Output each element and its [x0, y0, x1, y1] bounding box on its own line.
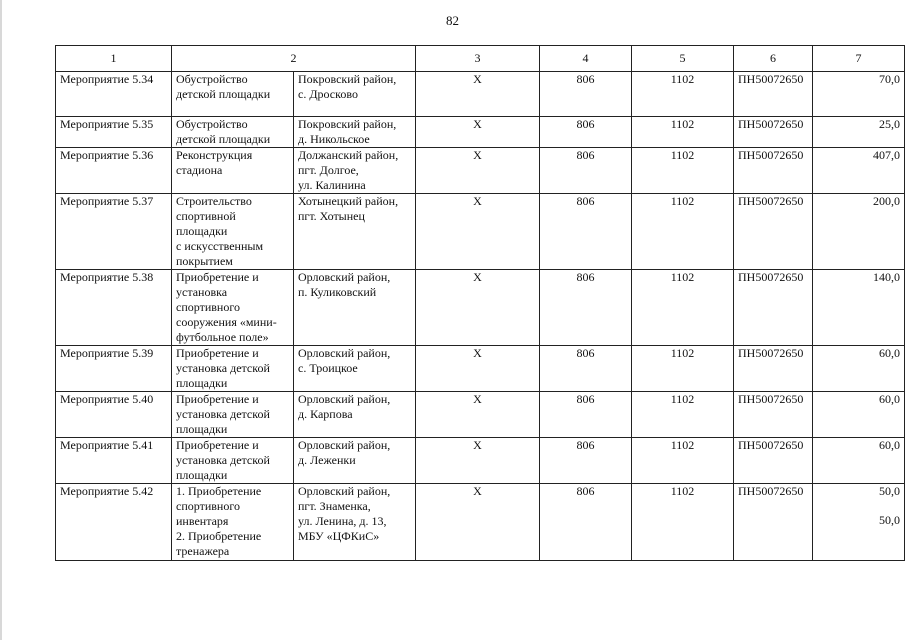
event-cell: Мероприятие 5.34 [56, 72, 172, 117]
amount-value: 50,0 [879, 484, 900, 498]
name-line: площадки [176, 376, 228, 390]
col4-cell: 806 [540, 270, 632, 346]
name-cell [172, 72, 294, 117]
location-cell [294, 484, 416, 561]
location-cell [294, 194, 416, 270]
col3-cell: Х [416, 484, 540, 561]
location-cell [294, 392, 416, 438]
location-line: Орловский район, [298, 346, 391, 360]
event-cell: Мероприятие 5.39 [56, 346, 172, 392]
name-line: детской площадки [176, 132, 271, 146]
col3-cell: Х [416, 392, 540, 438]
header-cell: 3 [416, 46, 540, 72]
table-row [56, 484, 905, 561]
location-line: ул. Ленина, д. 13, [298, 514, 387, 528]
name-line: установка [176, 285, 228, 299]
col4-cell: 806 [540, 117, 632, 148]
col5-cell: 1102 [632, 346, 734, 392]
location-line: с. Дросково [298, 87, 358, 101]
event-cell: Мероприятие 5.41 [56, 438, 172, 484]
page-number: 82 [446, 13, 459, 28]
name-line: покрытием [176, 254, 233, 268]
name-line: Реконструкция [176, 148, 253, 162]
name-cell [172, 346, 294, 392]
table-row [56, 117, 905, 148]
location-cell [294, 148, 416, 194]
location-line: д. Карпова [298, 407, 353, 421]
amount-cell [813, 194, 905, 270]
table-header-row [56, 46, 905, 72]
amount-value: 60,0 [879, 438, 900, 452]
location-line: пгт. Знаменка, [298, 499, 371, 513]
col5-cell: 1102 [632, 392, 734, 438]
name-line: сооружения «мини- [176, 315, 277, 329]
col5-cell: 1102 [632, 438, 734, 484]
col4-cell: 806 [540, 346, 632, 392]
amount-cell [813, 148, 905, 194]
amount-cell [813, 117, 905, 148]
table-row [56, 346, 905, 392]
location-line: Покровский район, [298, 72, 397, 86]
amount-value: 70,0 [879, 72, 900, 86]
table-row [56, 194, 905, 270]
event-cell: Мероприятие 5.37 [56, 194, 172, 270]
location-cell [294, 117, 416, 148]
location-cell [294, 270, 416, 346]
table-row [56, 438, 905, 484]
header-cell: 1 [56, 46, 172, 72]
location-line: Должанский район, [298, 148, 399, 162]
table-row [56, 148, 905, 194]
scan-edge [0, 0, 2, 640]
col3-cell: Х [416, 270, 540, 346]
name-cell [172, 148, 294, 194]
name-cell [172, 194, 294, 270]
name-line: Приобретение и [176, 346, 259, 360]
table-row [56, 270, 905, 346]
amount-cell [813, 270, 905, 346]
name-line: 1. Приобретение [176, 484, 262, 498]
name-line: инвентаря [176, 514, 229, 528]
col5-cell: 1102 [632, 484, 734, 561]
header-cell: 4 [540, 46, 632, 72]
code-cell: ПН50072650 [734, 392, 813, 438]
code-cell: ПН50072650 [734, 117, 813, 148]
location-line: Орловский район, [298, 392, 391, 406]
code-cell: ПН50072650 [734, 484, 813, 561]
code-cell: ПН50072650 [734, 438, 813, 484]
header-cell: 7 [813, 46, 905, 72]
col4-cell: 806 [540, 148, 632, 194]
name-line: с искусственным [176, 239, 264, 253]
col4-cell: 806 [540, 484, 632, 561]
name-line: установка детской [176, 361, 270, 375]
name-cell [172, 117, 294, 148]
name-line: установка детской [176, 407, 270, 421]
location-cell [294, 72, 416, 117]
event-cell: Мероприятие 5.38 [56, 270, 172, 346]
amount-value: 60,0 [879, 346, 900, 360]
col5-cell: 1102 [632, 117, 734, 148]
amount-value: 60,0 [879, 392, 900, 406]
name-line: спортивной [176, 209, 236, 223]
col4-cell: 806 [540, 438, 632, 484]
name-line: Строительство [176, 194, 252, 208]
name-line: Обустройство [176, 117, 248, 131]
name-cell [172, 484, 294, 561]
code-cell: ПН50072650 [734, 194, 813, 270]
amount-value: 25,0 [879, 117, 900, 131]
col4-cell: 806 [540, 194, 632, 270]
code-cell: ПН50072650 [734, 270, 813, 346]
location-line: Орловский район, [298, 438, 391, 452]
amount-cell [813, 484, 905, 561]
col3-cell: Х [416, 148, 540, 194]
table-row [56, 392, 905, 438]
location-line: Орловский район, [298, 484, 391, 498]
location-line: ул. Калинина [298, 178, 366, 192]
amount-cell [813, 72, 905, 117]
amount-cell [813, 438, 905, 484]
code-cell: ПН50072650 [734, 148, 813, 194]
col5-cell: 1102 [632, 72, 734, 117]
name-cell [172, 392, 294, 438]
location-line: с. Троицкое [298, 361, 358, 375]
event-cell: Мероприятие 5.40 [56, 392, 172, 438]
name-line: Приобретение и [176, 270, 259, 284]
col3-cell: Х [416, 194, 540, 270]
name-line: футбольное поле» [176, 330, 269, 344]
budget-table [55, 45, 905, 561]
name-line: установка детской [176, 453, 270, 467]
location-line: пгт. Хотынец [298, 209, 365, 223]
table-row [56, 72, 905, 117]
col4-cell: 806 [540, 392, 632, 438]
header-cell: 2 [172, 46, 416, 72]
location-line: МБУ «ЦФКиС» [298, 529, 380, 543]
name-line: детской площадки [176, 87, 271, 101]
amount-value: 50,0 [879, 513, 900, 527]
code-cell: ПН50072650 [734, 346, 813, 392]
event-cell: Мероприятие 5.36 [56, 148, 172, 194]
name-line: 2. Приобретение [176, 529, 262, 543]
name-line: площадки [176, 224, 228, 238]
col5-cell: 1102 [632, 270, 734, 346]
location-line: п. Куликовский [298, 285, 377, 299]
col3-cell: Х [416, 346, 540, 392]
name-cell [172, 438, 294, 484]
location-line: д. Никольское [298, 132, 370, 146]
code-cell: ПН50072650 [734, 72, 813, 117]
amount-value: 140,0 [873, 270, 900, 284]
name-line: спортивного [176, 300, 240, 314]
name-line: площадки [176, 468, 228, 482]
name-line: спортивного [176, 499, 240, 513]
name-line: тренажера [176, 544, 230, 558]
amount-value: 407,0 [873, 148, 900, 162]
name-cell [172, 270, 294, 346]
col3-cell: Х [416, 438, 540, 484]
header-cell: 5 [632, 46, 734, 72]
location-line: д. Леженки [298, 453, 356, 467]
col5-cell: 1102 [632, 148, 734, 194]
location-line: Хотынецкий район, [298, 194, 399, 208]
amount-value: 200,0 [873, 194, 900, 208]
col3-cell: Х [416, 72, 540, 117]
amount-cell [813, 392, 905, 438]
col5-cell: 1102 [632, 194, 734, 270]
amount-cell [813, 346, 905, 392]
name-line: стадиона [176, 163, 223, 177]
name-line: Обустройство [176, 72, 248, 86]
col4-cell: 806 [540, 72, 632, 117]
location-cell [294, 346, 416, 392]
location-cell [294, 438, 416, 484]
location-line: Орловский район, [298, 270, 391, 284]
location-line: Покровский район, [298, 117, 397, 131]
col3-cell: Х [416, 117, 540, 148]
name-line: Приобретение и [176, 438, 259, 452]
event-cell: Мероприятие 5.42 [56, 484, 172, 561]
event-cell: Мероприятие 5.35 [56, 117, 172, 148]
name-line: площадки [176, 422, 228, 436]
name-line: Приобретение и [176, 392, 259, 406]
location-line: пгт. Долгое, [298, 163, 359, 177]
header-cell: 6 [734, 46, 813, 72]
